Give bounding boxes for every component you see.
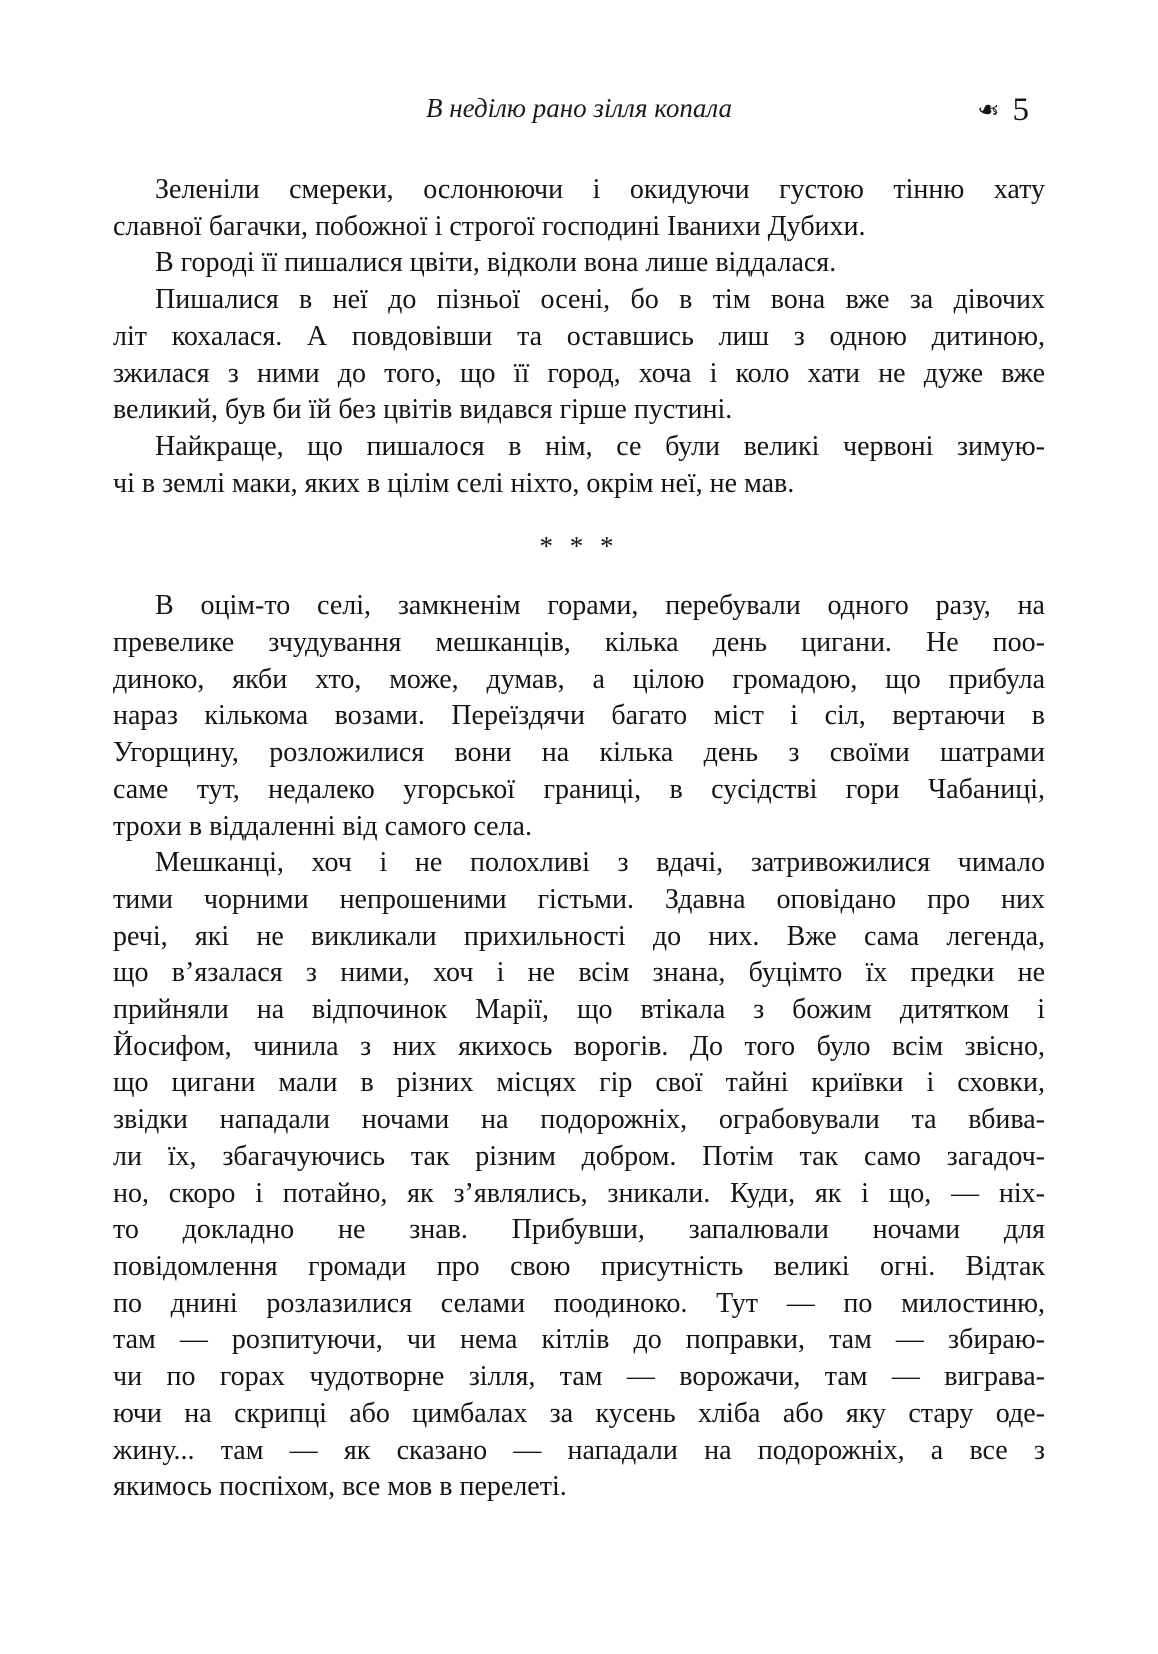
text-line: Зеленіли смереки, ослонюючи і окидуючи густою тінню хату bbox=[155, 174, 1045, 205]
paragraph bbox=[113, 245, 1045, 282]
paragraph bbox=[113, 282, 1045, 429]
text-line: жину... там — як сказано — нападали на подорожніх, а все з bbox=[113, 1434, 1045, 1466]
text-line: ючи на скрипці або цимбалах за кусень хліба або яку стару оде- bbox=[113, 1397, 1045, 1429]
folio bbox=[974, 88, 1029, 132]
paragraph bbox=[113, 172, 1045, 245]
text-line: славної багачки, побожної і строгої господині Іванихи Дубихи. bbox=[113, 210, 866, 242]
text-line: трохи в віддаленні від самого села. bbox=[113, 810, 532, 842]
text-line: саме тут, недалеко угорської границі, в сусідстві гори Чабаниці, bbox=[113, 773, 1045, 805]
text-line: великий, був би їй без цвітів видався гірше пустині. bbox=[113, 394, 733, 426]
page-number: 5 bbox=[1012, 91, 1029, 128]
text-line: превелике зчудування мешканців, кілька день цигани. Не поо- bbox=[113, 627, 1045, 659]
page-body bbox=[113, 172, 1045, 1506]
text-line: літ кохалася. А повдовівши та оставшись лиш з одною дитиною, bbox=[113, 320, 1045, 352]
text-line: Йосифом, чинила з них якихось ворогів. До того було всім звісно, bbox=[113, 1030, 1045, 1062]
text-line: чи по горах чудотворне зілля, там — ворожачи, там — виграва- bbox=[113, 1361, 1045, 1393]
running-title: В неділю рано зілля копала bbox=[426, 93, 732, 123]
paragraph bbox=[113, 588, 1045, 845]
text-line: но, скоро і потайно, як з’являлись, зникали. Куди, як і що, — ніх- bbox=[113, 1177, 1045, 1209]
paragraph bbox=[113, 429, 1045, 502]
text-line: прийняли на відпочинок Марії, що втікала з божим дитятком і bbox=[113, 994, 1045, 1026]
text-line: то докладно не знав. Прибувши, запалювали ночами для bbox=[113, 1214, 1045, 1246]
section-separator: * * * bbox=[539, 531, 619, 562]
running-header bbox=[113, 88, 1045, 132]
text-line: по днині розлазилися селами поодиноко. Тут — по милостиню, bbox=[113, 1287, 1045, 1319]
text-line: Найкраще, що пишалося в нім, се були великі червоні зимую- bbox=[155, 430, 1045, 462]
text-line: Угорщину, розложилися вони на кілька день з своїми шатрами bbox=[113, 737, 1045, 769]
text-line: нараз кількома возами. Переїздячи багато міст і сіл, вертаючи в bbox=[113, 700, 1045, 732]
text-line: зжилася з ними до того, що її город, хоча і коло хати не дуже вже bbox=[113, 357, 1045, 389]
text-line: Пишалися в неї до пізньої осені, бо в тім вона вже за дівочих bbox=[155, 284, 1045, 316]
text-line: якимось поспіхом, все мов в перелеті. bbox=[113, 1471, 567, 1503]
text-line: повідомлення громади про свою присутність великі огні. Відтак bbox=[113, 1250, 1045, 1282]
text-line: речі, які не викликали прихильності до них. Вже сама легенда, bbox=[113, 920, 1045, 952]
text-line: ли їх, збагачуючись так різним добром. Потім так само загадоч- bbox=[113, 1140, 1045, 1172]
text-line: звідки нападали ночами на подорожніх, ограбовували та вбива- bbox=[113, 1104, 1045, 1136]
text-line: там — розпитуючи, чи нема кітлів до поправки, там — збираю- bbox=[113, 1324, 1045, 1356]
paragraph bbox=[113, 845, 1045, 1506]
text-line: що в’язалася з ними, хоч і не всім знана, буцімто їх предки не bbox=[113, 957, 1045, 989]
text-line: що цигани мали в різних місцях гір свої тайні криївки і сховки, bbox=[113, 1067, 1045, 1099]
text-line: В оцім-то селі, замкненім горами, перебували одного разу, на bbox=[155, 590, 1045, 622]
text-line: диноко, якби хто, може, думав, а цілою громадою, що прибула bbox=[113, 663, 1045, 695]
text-line: тими чорними непрошеними гістьми. Здавна оповідано про них bbox=[113, 883, 1045, 915]
text-line: В городі її пишалися цвіти, відколи вона лише віддалася. bbox=[155, 247, 837, 279]
fleuron-ornament-icon: ❧ bbox=[974, 93, 1002, 127]
text-line: чі в землі маки, яких в цілім селі ніхто, окрім неї, не мав. bbox=[113, 467, 795, 499]
text-line: Мешканці, хоч і не полохливі з вдачі, затривожилися чимало bbox=[155, 847, 1045, 879]
